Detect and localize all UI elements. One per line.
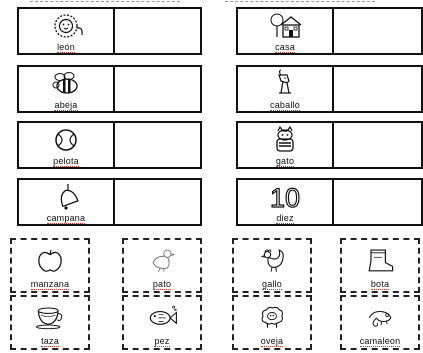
word-label: león xyxy=(57,42,75,52)
picture-cell xyxy=(19,9,115,53)
house-icon xyxy=(265,11,305,41)
apple-icon xyxy=(32,245,68,275)
cat-icon xyxy=(265,125,305,155)
picture-cell xyxy=(238,123,334,167)
rooster-icon xyxy=(254,245,290,275)
pair-abeja xyxy=(17,65,202,113)
horse-icon xyxy=(265,69,305,99)
card-pato[interactable] xyxy=(122,238,202,293)
picture-cell xyxy=(19,67,115,111)
card-camaleon[interactable] xyxy=(340,295,420,350)
answer-box[interactable] xyxy=(334,123,421,167)
answer-box[interactable] xyxy=(115,67,200,111)
duck-icon xyxy=(144,245,180,275)
word-label: gallo xyxy=(261,279,282,289)
picture-cell xyxy=(19,123,115,167)
pair-pelota xyxy=(17,121,202,169)
card-pez[interactable] xyxy=(122,295,202,350)
pair-leon xyxy=(17,7,202,55)
sheep-icon xyxy=(254,302,290,332)
picture-cell xyxy=(238,67,334,111)
answer-box[interactable] xyxy=(334,9,421,53)
picture-cell xyxy=(238,9,334,53)
word-label: camaleon xyxy=(359,336,401,346)
pair-gato xyxy=(236,121,423,169)
word-label: gato xyxy=(275,156,295,166)
chameleon-icon xyxy=(362,302,398,332)
top-dashed-line-left xyxy=(30,1,180,3)
card-bota[interactable] xyxy=(340,238,420,293)
word-label: diez xyxy=(276,213,294,223)
pair-caballo xyxy=(236,65,423,113)
word-label: pez xyxy=(154,336,170,346)
answer-box[interactable] xyxy=(115,123,200,167)
card-taza[interactable] xyxy=(10,295,90,350)
top-dashed-line-right xyxy=(225,1,375,3)
word-label: manzana xyxy=(30,279,70,289)
bee-icon xyxy=(46,69,86,99)
word-label: casa xyxy=(275,42,295,52)
numeral-ten: 10 xyxy=(269,183,301,212)
word-label: campana xyxy=(46,213,86,223)
word-label: pelota xyxy=(53,156,79,166)
lion-icon xyxy=(46,11,86,41)
number-ten-icon xyxy=(265,182,305,212)
fish-icon xyxy=(144,302,180,332)
boot-icon xyxy=(362,245,398,275)
card-oveja[interactable] xyxy=(232,295,312,350)
answer-box[interactable] xyxy=(115,9,200,53)
cup-icon xyxy=(32,302,68,332)
picture-cell xyxy=(238,180,334,224)
word-label: taza xyxy=(41,336,59,346)
answer-box[interactable] xyxy=(115,180,200,224)
ball-icon xyxy=(46,125,86,155)
picture-cell xyxy=(19,180,115,224)
bell-icon xyxy=(46,182,86,212)
word-label: pato xyxy=(152,279,172,289)
pair-diez xyxy=(236,178,423,226)
pair-campana xyxy=(17,178,202,226)
answer-box[interactable] xyxy=(334,180,421,224)
word-label: oveja xyxy=(260,336,284,346)
word-label: bota xyxy=(370,279,390,289)
card-gallo[interactable] xyxy=(232,238,312,293)
pair-casa xyxy=(236,7,423,55)
card-manzana[interactable] xyxy=(10,238,90,293)
word-label: abeja xyxy=(54,100,78,110)
word-label: caballo xyxy=(270,100,300,110)
answer-box[interactable] xyxy=(334,67,421,111)
